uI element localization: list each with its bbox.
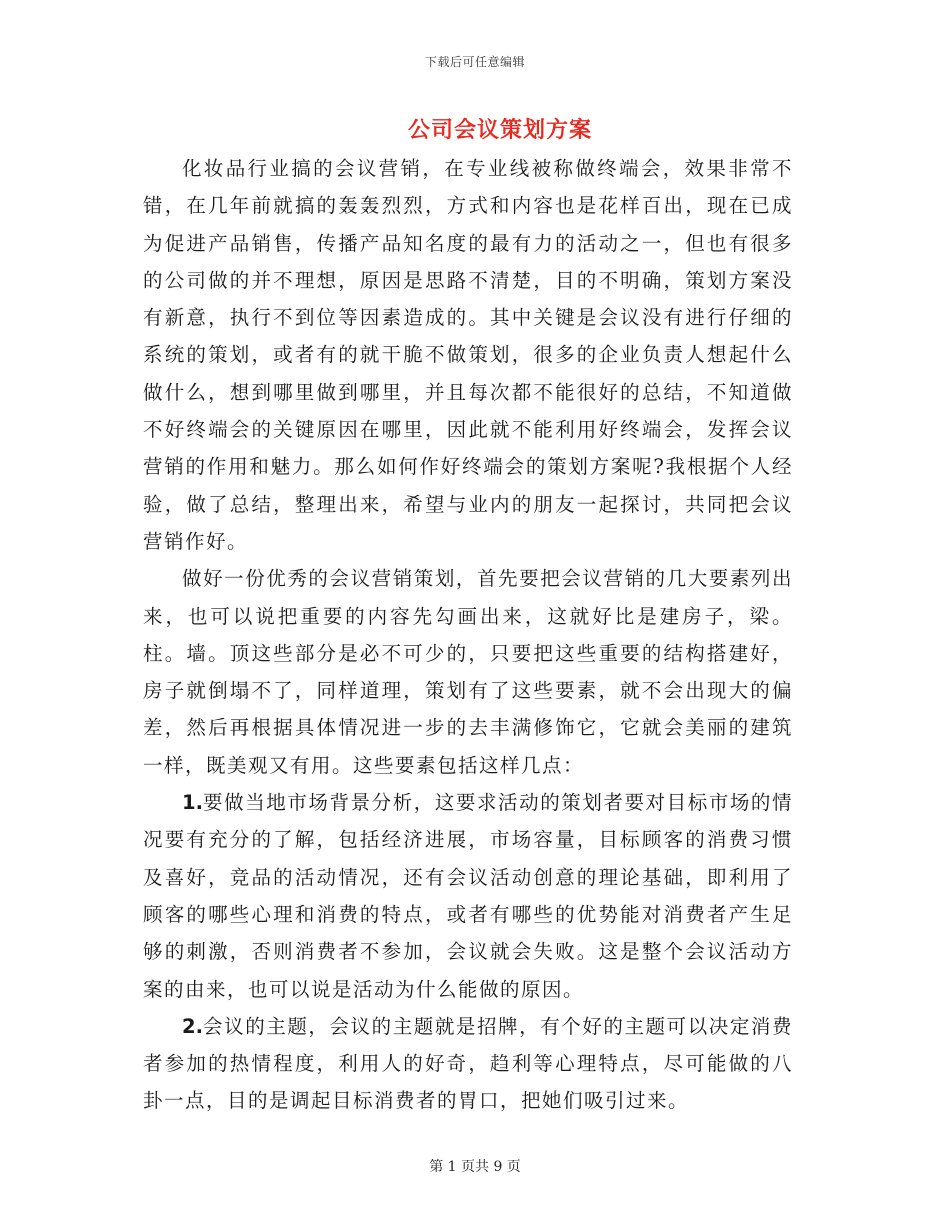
paragraph-intro xyxy=(143,150,793,560)
paragraph-item-2 xyxy=(143,1008,793,1120)
header-note: 下载后可任意编辑 xyxy=(424,55,525,69)
document-body xyxy=(143,150,793,1120)
paragraph-text: 做好一份优秀的会议营销策划，首先要把会议营销的几大要素列出来，也可以说把重要的内容先勾画出来，这就好比是建房子，梁。柱。墙。顶这些部分是必不可少的，只要把这些重要的结构搭建好，房子就倒塌不了，同样道理，策划有了这些要素，就不会出现大的偏差，然后再根据具体情况进一步的去丰满修饰它，它就会美丽的建筑一样，既美观又有用。这些要素包括这样几点： xyxy=(143,567,793,777)
page-title: 公司会议策划方案 xyxy=(407,117,592,143)
page-number-footer: 第 1 页共 9 页 xyxy=(429,1159,521,1175)
list-number: 2. xyxy=(182,1014,203,1038)
paragraph-text: 要做当地市场背景分析，这要求活动的策划者要对目标市场的情况要有充分的了解，包括经济进展，市场容量，目标顾客的消费习惯及喜好，竞品的活动情况，还有会议活动创意的理论基础，即利用了顾客的哪些心理和消费的特点，或者有哪些的优势能对消费者产生足够的刺激，否则消费者不参加，会议就会失败。这是整个会议活动方案的由来，也可以说是活动为什么能做的原因。 xyxy=(143,791,793,1001)
paragraph-text: 会议的主题，会议的主题就是招牌，有个好的主题可以决定消费者参加的热情程度，利用人的好奇，趋利等心理特点，尽可能做的八卦一点，目的是调起目标消费者的胃口，把她们吸引过来。 xyxy=(143,1014,793,1113)
paragraph-elements xyxy=(143,560,793,784)
paragraph-item-1 xyxy=(143,784,793,1008)
paragraph-text: 化妆品行业搞的会议营销，在专业线被称做终端会，效果非常不错，在几年前就搞的轰轰烈烈，方式和内容也是花样百出，现在已成为促进产品销售，传播产品知名度的最有力的活动之一，但也有很多的公司做的并不理想，原因是思路不清楚，目的不明确，策划方案没有新意，执行不到位等因素造成的。其中关键是会议没有进行仔细的系统的策划，或者有的就干脆不做策划，很多的企业负责人想起什么做什么，想到哪里做到哪里，并且每次都不能很好的总结，不知道做不好终端会的关键原因在哪里，因此就不能利用好终端会，发挥会议营销的作用和魅力。那么如何作好终端会的策划方案呢?我根据个人经验，做了总结，整理出来，希望与业内的朋友一起探讨，共同把会议营销作好。 xyxy=(143,157,793,553)
list-number: 1. xyxy=(182,791,203,815)
